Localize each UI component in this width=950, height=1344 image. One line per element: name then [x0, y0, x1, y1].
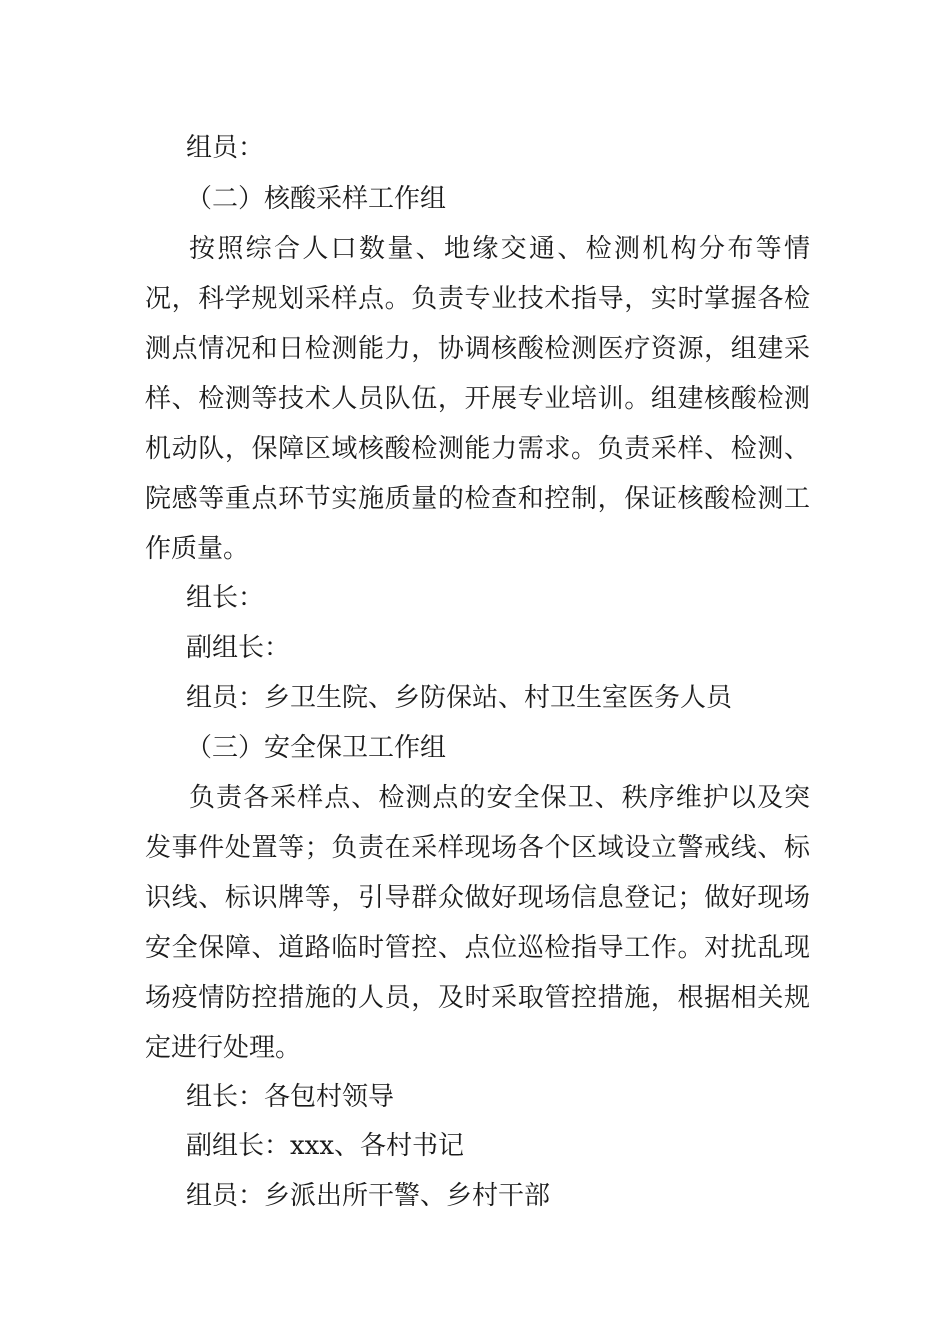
deputy-leader-line-2: 副组长：xxx、各村书记 — [186, 1131, 464, 1161]
nucleic-acid-sampling-description: 按照综合人口数量、地缘交通、检测机构分布等情况，科学规划采样点。负责专业技术指导，实时掌握各检测点情况和日检测能力，协调核酸检测医疗资源，组建采样、检测等技术人员队伍，开展专业培训。组建核酸检测机动队，保障区域核酸检测能力需求。负责采样、检测、院感等重点环节实施质量的检查和控制，保证核酸检测工作质量。 — [145, 234, 810, 564]
security-description: 负责各采样点、检测点的安全保卫、秩序维护以及突发事件处置等；负责在采样现场各个区域设立警戒线、标识线、标识牌等，引导群众做好现场信息登记；做好现场安全保障、道路临时管控、点位巡检指导工作。对扰乱现场疫情防控措施的人员，及时采取管控措施，根据相关规定进行处理。 — [145, 783, 810, 1063]
section-heading-security: （三）安全保卫工作组 — [186, 733, 447, 763]
group-leader-line-1: 组长： — [186, 583, 265, 613]
group-leader-line-2: 组长：各包村领导 — [186, 1082, 395, 1112]
deputy-leader-line-1: 副组长： — [186, 633, 291, 663]
members-line-3: 组员：乡派出所干警、乡村干部 — [186, 1181, 551, 1211]
members-line-2: 组员：乡卫生院、乡防保站、村卫生室医务人员 — [186, 683, 733, 713]
section-heading-nucleic-acid-sampling: （二）核酸采样工作组 — [186, 184, 447, 214]
members-line-1: 组员： — [186, 133, 265, 163]
